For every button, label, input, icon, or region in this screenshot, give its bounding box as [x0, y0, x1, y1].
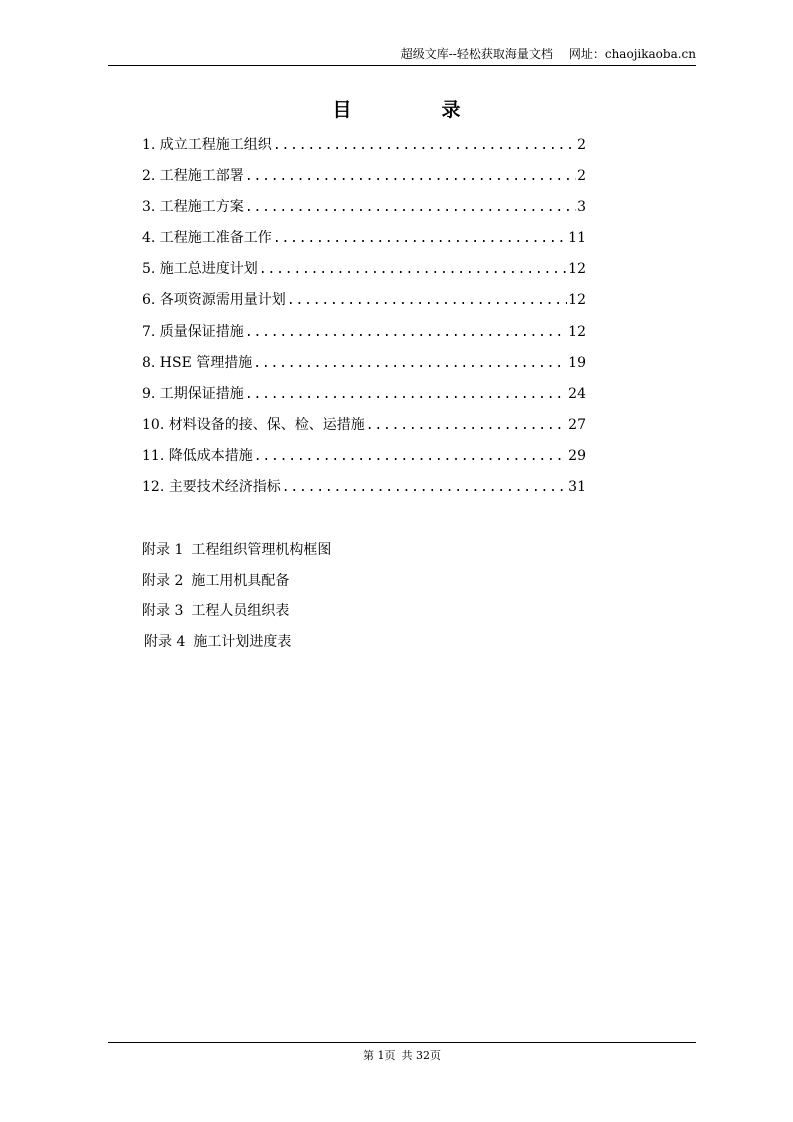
toc-entry-title: 3. 工程施工方案 — [142, 199, 244, 216]
page-footer — [108, 1042, 696, 1063]
toc-leader — [282, 476, 567, 500]
toc-entry[interactable] — [142, 257, 586, 288]
toc-entry-title: 9. 工期保证措施 — [142, 385, 244, 402]
toc-entry[interactable] — [142, 195, 586, 226]
site-name: 超级文库--轻松获取海量文档 — [400, 47, 553, 61]
appendix-list — [142, 538, 331, 660]
toc-entry-title: 4. 工程施工准备工作 — [142, 230, 272, 247]
toc-entry-page: 12 — [568, 292, 586, 309]
title-char-2: 录 — [441, 99, 461, 121]
toc-entry-page: 3 — [577, 199, 586, 216]
appendix-title: 施工计划进度表 — [193, 633, 292, 650]
toc-entry-page: 11 — [568, 230, 586, 247]
toc-entry[interactable] — [142, 320, 586, 351]
toc-leader — [366, 414, 567, 438]
toc-entry-page: 31 — [568, 479, 586, 496]
page-number-total: 共 32页 — [401, 1049, 441, 1062]
toc-title — [0, 97, 793, 123]
toc-leader — [253, 352, 567, 376]
appendix-item[interactable] — [142, 538, 331, 569]
toc-leader — [245, 321, 567, 345]
toc-entry[interactable] — [142, 444, 586, 475]
toc-entry-page: 29 — [568, 447, 586, 464]
toc-leader — [254, 445, 567, 469]
toc-entry-title: 2. 工程施工部署 — [142, 168, 244, 185]
table-of-contents — [142, 133, 586, 506]
toc-entry-title: 5. 施工总进度计划 — [142, 261, 258, 278]
toc-leader — [245, 383, 567, 407]
toc-entry[interactable] — [142, 226, 586, 257]
toc-entry-title: 6. 各项资源需用量计划 — [142, 292, 286, 309]
toc-entry[interactable] — [142, 133, 586, 164]
toc-entry[interactable] — [142, 382, 586, 413]
page-header — [108, 47, 696, 66]
toc-entry-page: 12 — [568, 323, 586, 340]
appendix-item[interactable] — [142, 569, 331, 600]
toc-entry-page: 2 — [577, 168, 586, 185]
toc-leader — [245, 196, 576, 220]
toc-entry-title: 10. 材料设备的接、保、检、运措施 — [142, 416, 365, 433]
toc-entry[interactable] — [142, 413, 586, 444]
appendix-number: 附录 1 — [142, 542, 184, 558]
toc-entry-title: 12. 主要技术经济指标 — [142, 479, 281, 496]
appendix-item[interactable] — [142, 599, 331, 630]
toc-entry-title: 11. 降低成本措施 — [142, 447, 253, 464]
appendix-title: 施工用机具配备 — [191, 572, 290, 589]
toc-entry[interactable] — [142, 475, 586, 506]
toc-leader — [273, 134, 576, 158]
appendix-number: 附录 2 — [142, 572, 184, 589]
toc-entry-page: 19 — [568, 354, 586, 371]
title-char-1: 目 — [332, 99, 352, 121]
toc-leader — [273, 227, 567, 251]
appendix-title: 工程人员组织表 — [191, 603, 290, 619]
toc-entry[interactable] — [142, 351, 586, 382]
toc-entry[interactable] — [142, 164, 586, 195]
toc-leader — [259, 258, 567, 282]
toc-entry-page: 24 — [568, 385, 586, 402]
appendix-title: 工程组织管理机构框图 — [191, 542, 332, 558]
appendix-number: 附录 4 — [144, 633, 186, 650]
toc-entry-title: 7. 质量保证措施 — [142, 323, 244, 340]
appendix-item[interactable] — [142, 630, 331, 661]
toc-leader — [287, 289, 567, 313]
site-url: 网址：chaojikaoba.cn — [568, 47, 696, 61]
toc-entry-title: 8. HSE 管理措施 — [142, 354, 253, 371]
appendix-number: 附录 3 — [142, 603, 184, 619]
page-number-current: 第 1页 — [363, 1049, 396, 1062]
toc-entry-page: 27 — [568, 416, 586, 433]
toc-leader — [245, 165, 576, 189]
toc-entry-page: 12 — [568, 261, 586, 278]
toc-entry-page: 2 — [577, 137, 586, 153]
toc-entry[interactable] — [142, 288, 586, 319]
toc-entry-title: 1. 成立工程施工组织 — [142, 137, 272, 153]
